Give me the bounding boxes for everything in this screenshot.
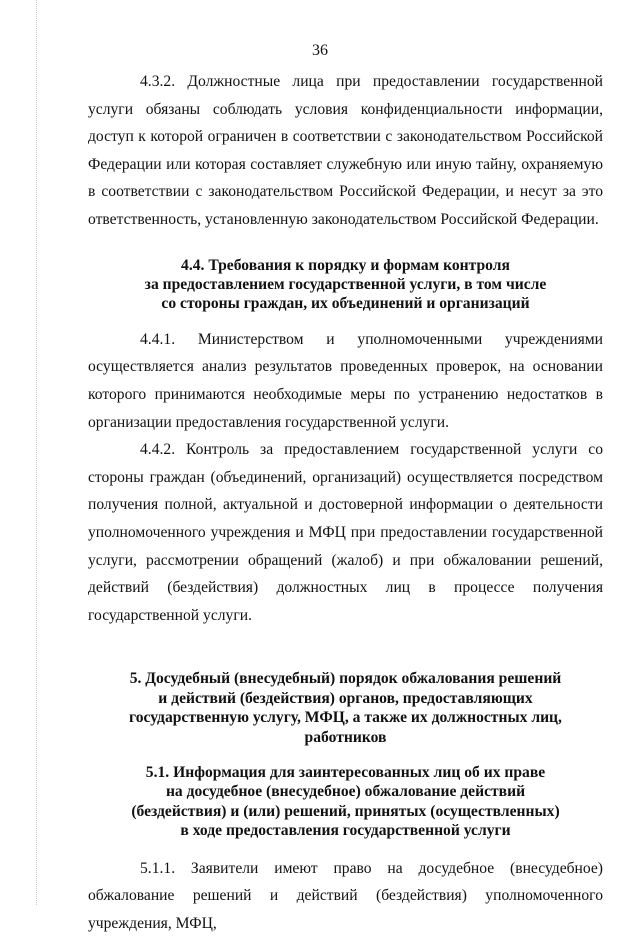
paragraph-4-4-2: 4.4.2. Контроль за предоставлением государственной услуги со стороны граждан (объединений, организаций) осуществляется посредством получения полной, актуальной и достоверной информации о деятельности уполномоченного учреждения и МФЦ при предоставлении государственной услуги, рассмотрении обращений (жалоб) и при обжаловании решений, действий (бездействия) должностных лиц в процессе получения государственной услуги. xyxy=(88,441,603,624)
heading-line: государственную услугу, МФЦ, а также их должностных лиц, xyxy=(129,709,562,727)
heading-5 xyxy=(88,669,603,747)
heading-line: 5.1. Информация для заинтересованных лиц об их праве xyxy=(145,763,546,781)
heading-line: со стороны граждан, их объединений и организаций xyxy=(161,295,530,313)
heading-line: за предоставлением государственной услуги, в том числе xyxy=(144,275,547,293)
paragraph-4-3-2: 4.3.2. Должностные лица при предоставлении государственной услуги обязаны соблюдать условия конфиденциальности информации, доступ к которой ограничен в соответствии с законодательством Российской Федерации или которая составляет служебную или иную тайну, охраняемую в соответствии с законодательством Российской Федерации, и несут за это ответственность, установленную законодательством Российской Федерации. xyxy=(88,73,603,228)
heading-line: 5. Досудебный (внесудебный) порядок обжалования решений xyxy=(129,670,562,688)
heading-line: 4.4. Требования к порядку и формам контроля xyxy=(181,256,510,274)
heading-line: на досудебное (внесудебное) обжалование действий xyxy=(165,783,526,801)
page-number: 36 xyxy=(312,42,328,59)
heading-line: и действий (бездействия) органов, предоставляющих xyxy=(158,689,533,707)
heading-4-4 xyxy=(88,256,603,314)
scan-margin-line xyxy=(36,0,37,905)
paragraph-4-4-1: 4.4.1. Министерством и уполномоченными учреждениями осуществляется анализ результатов проведенных проверок, на основании которого принимаются необходимые меры по устранению недостатков в организации предоставления государственной услуги. xyxy=(88,330,603,431)
paragraph-5-1-1: 5.1.1. Заявители имеют право на досудебное (внесудебное) обжалование решений и действий (бездействия) уполномоченного учреждения, МФЦ, xyxy=(88,859,603,932)
page-content xyxy=(88,68,603,937)
heading-line: работников xyxy=(304,728,387,746)
heading-5-1 xyxy=(88,763,603,841)
heading-line: (бездействия) и (или) решений, принятых (осуществленных) xyxy=(131,802,560,820)
heading-line: в ходе предоставления государственной услуги xyxy=(180,822,511,840)
